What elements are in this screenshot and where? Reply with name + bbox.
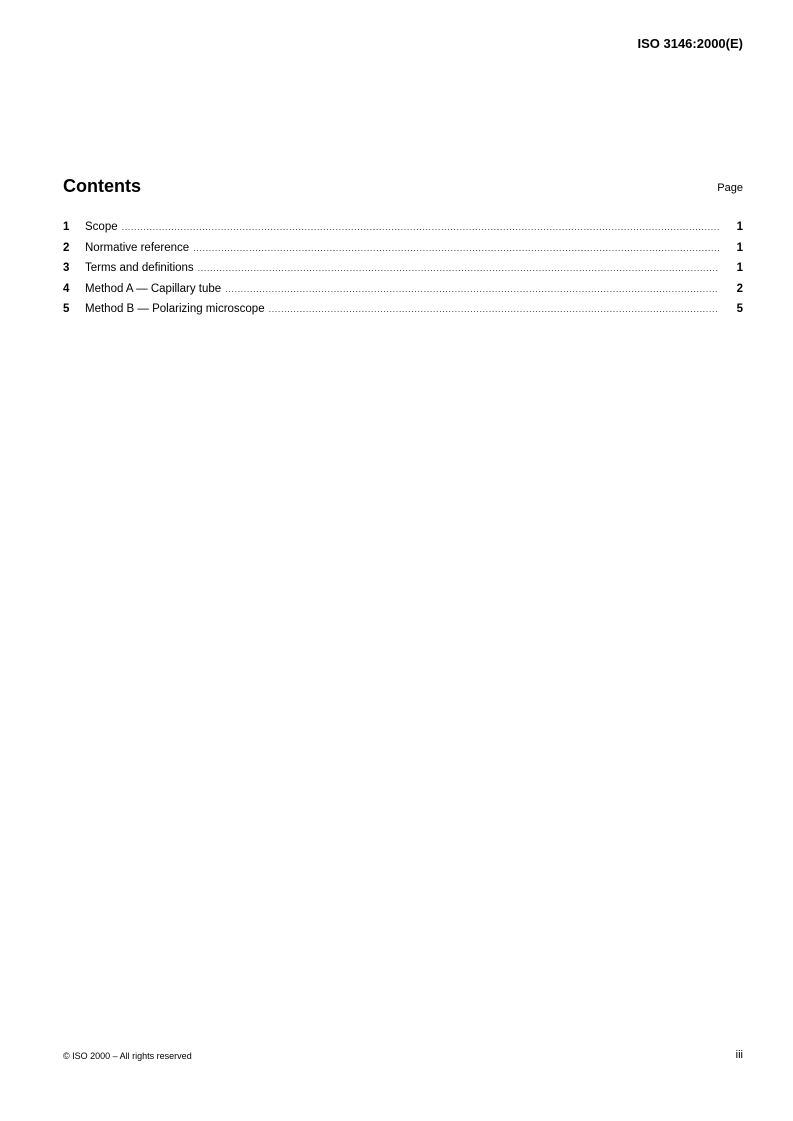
toc-entry-scope[interactable]	[63, 221, 743, 242]
toc-entry-text[interactable]: Method B — Polarizing microscope	[85, 303, 265, 316]
dot-leader	[122, 222, 719, 232]
dot-leader	[269, 304, 719, 314]
toc-entry-method-a[interactable]	[63, 283, 743, 304]
document-id: ISO 3146:2000(E)	[637, 36, 743, 51]
toc-entry-number: 4	[63, 282, 70, 295]
toc-entry-normative-reference[interactable]	[63, 242, 743, 263]
toc-entry-page: 5	[736, 303, 743, 316]
contents-title: Contents	[63, 176, 141, 196]
toc-entry-text[interactable]: Scope	[85, 221, 118, 233]
toc-entry-text[interactable]: Method A — Capillary tube	[85, 282, 222, 295]
toc-entry-terms-and-definitions[interactable]	[63, 262, 743, 283]
footer-page-number: iii	[735, 1049, 743, 1061]
toc-entry-method-b[interactable]	[63, 303, 743, 324]
table-of-contents	[63, 221, 743, 324]
toc-entry-number: 5	[63, 303, 70, 316]
toc-entry-page: 1	[736, 221, 743, 233]
dot-leader	[198, 263, 719, 273]
toc-entry-text[interactable]: Terms and definitions	[85, 262, 194, 275]
toc-entry-number: 1	[63, 221, 70, 233]
dot-leader	[225, 284, 719, 294]
toc-entry-page: 2	[736, 282, 743, 295]
footer-copyright: © ISO 2000 – All rights reserved	[63, 1051, 192, 1061]
toc-entry-text[interactable]: Normative reference	[85, 241, 190, 254]
toc-entry-number: 3	[63, 262, 70, 275]
toc-entry-page: 1	[736, 262, 743, 275]
page-column-label: Page	[717, 182, 743, 194]
toc-entry-number: 2	[63, 241, 70, 254]
toc-entry-page: 1	[736, 241, 743, 254]
dot-leader	[193, 243, 719, 253]
